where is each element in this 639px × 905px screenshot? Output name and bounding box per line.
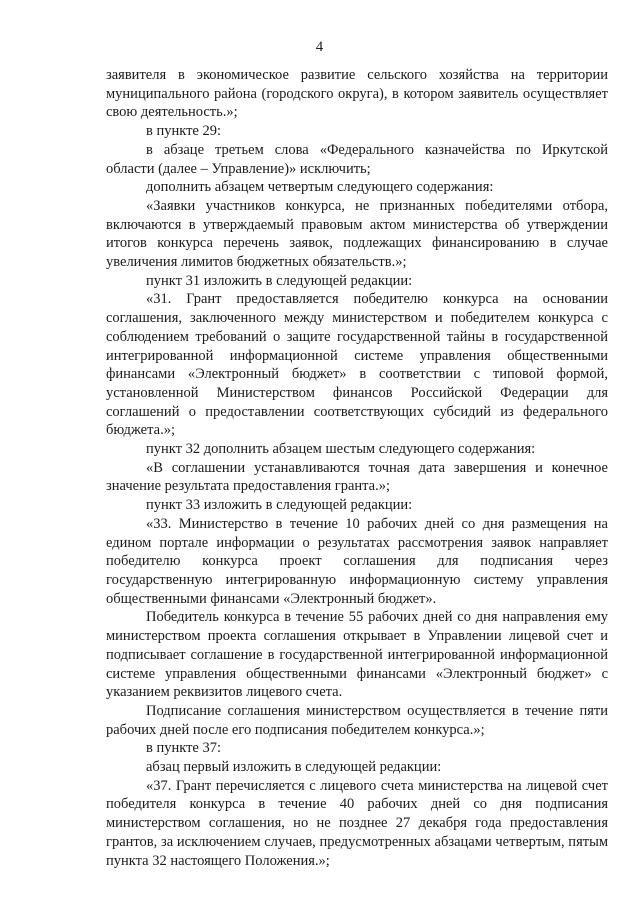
- paragraph: «37. Грант перечисляется с лицевого счета министерства на лицевой счет победителя конкурса в течение 40 рабочих дней со дня подписания министерством соглашения, но не позднее 27 декабря года предоставления грантов, за исключением случаев, предусмотренных абзацами четвертым, пятым пункта 32 настоящего Положения.»;: [106, 777, 608, 869]
- paragraph: в пункте 29:: [146, 123, 222, 140]
- paragraph: дополнить абзацем четвертым следующего содержания:: [146, 179, 494, 196]
- paragraph: Подписание соглашения министерством осуществляется в течение пяти рабочих дней после его подписания победителем конкурса.»;: [106, 702, 608, 738]
- paragraph: заявителя в экономическое развитие сельского хозяйства на территории муниципального района (городского округа), в котором заявитель осуществляет свою деятельность.»;: [106, 67, 608, 121]
- page-number: 4: [315, 39, 324, 55]
- document-body: [106, 66, 608, 870]
- paragraph: «Заявки участников конкурса, не признанных победителями отбора, включаются в утверждаемый правовым актом министерства об утверждении итогов конкурса перечень заявок, подлежащих финансированию в случае увеличения лимитов бюджетных обязательств.»;: [106, 197, 608, 271]
- paragraph: «31. Грант предоставляется победителю конкурса на основании соглашения, заключенного между министерством и победителем конкурса с соблюдением требований о защите государственной тайны в государственной интегрированной информационной системе управления общественными финансами «Электронный бюджет» в соответствии с типовой формой, установленной Министерством финансов Российской Федерации для соглашений о предоставлении соответствующих субсидий из федерального бюджета.»;: [106, 291, 608, 439]
- paragraph: пункт 32 дополнить абзацем шестым следующего содержания:: [146, 441, 536, 458]
- paragraph: «В соглашении устанавливаются точная дата завершения и конечное значение результата предоставления гранта.»;: [106, 459, 608, 495]
- paragraph: в абзаце третьем слова «Федерального казначейства по Иркутской области (далее – Управление)» исключить;: [106, 141, 608, 177]
- paragraph: в пункте 37:: [146, 740, 222, 757]
- paragraph: Победитель конкурса в течение 55 рабочих дней со дня направления ему министерством проекта соглашения открывает в Управлении лицевой счет и подписывает соглашение в государственной интегрированной информационной системе управления общественными финансами «Электронный бюджет» с указанием реквизитов лицевого счета.: [106, 609, 608, 701]
- paragraph: абзац первый изложить в следующей редакции:: [146, 759, 442, 776]
- paragraph: пункт 31 изложить в следующей редакции:: [146, 272, 413, 289]
- paragraph: «33. Министерство в течение 10 рабочих дней со дня размещения на едином портале информации о результатах рассмотрения заявок направляет победителю конкурса проект соглашения для подписания через государственную интегрированную информационную систему управления общественными финансами «Электронный бюджет».: [106, 515, 608, 607]
- paragraph: пункт 33 изложить в следующей редакции:: [146, 497, 413, 514]
